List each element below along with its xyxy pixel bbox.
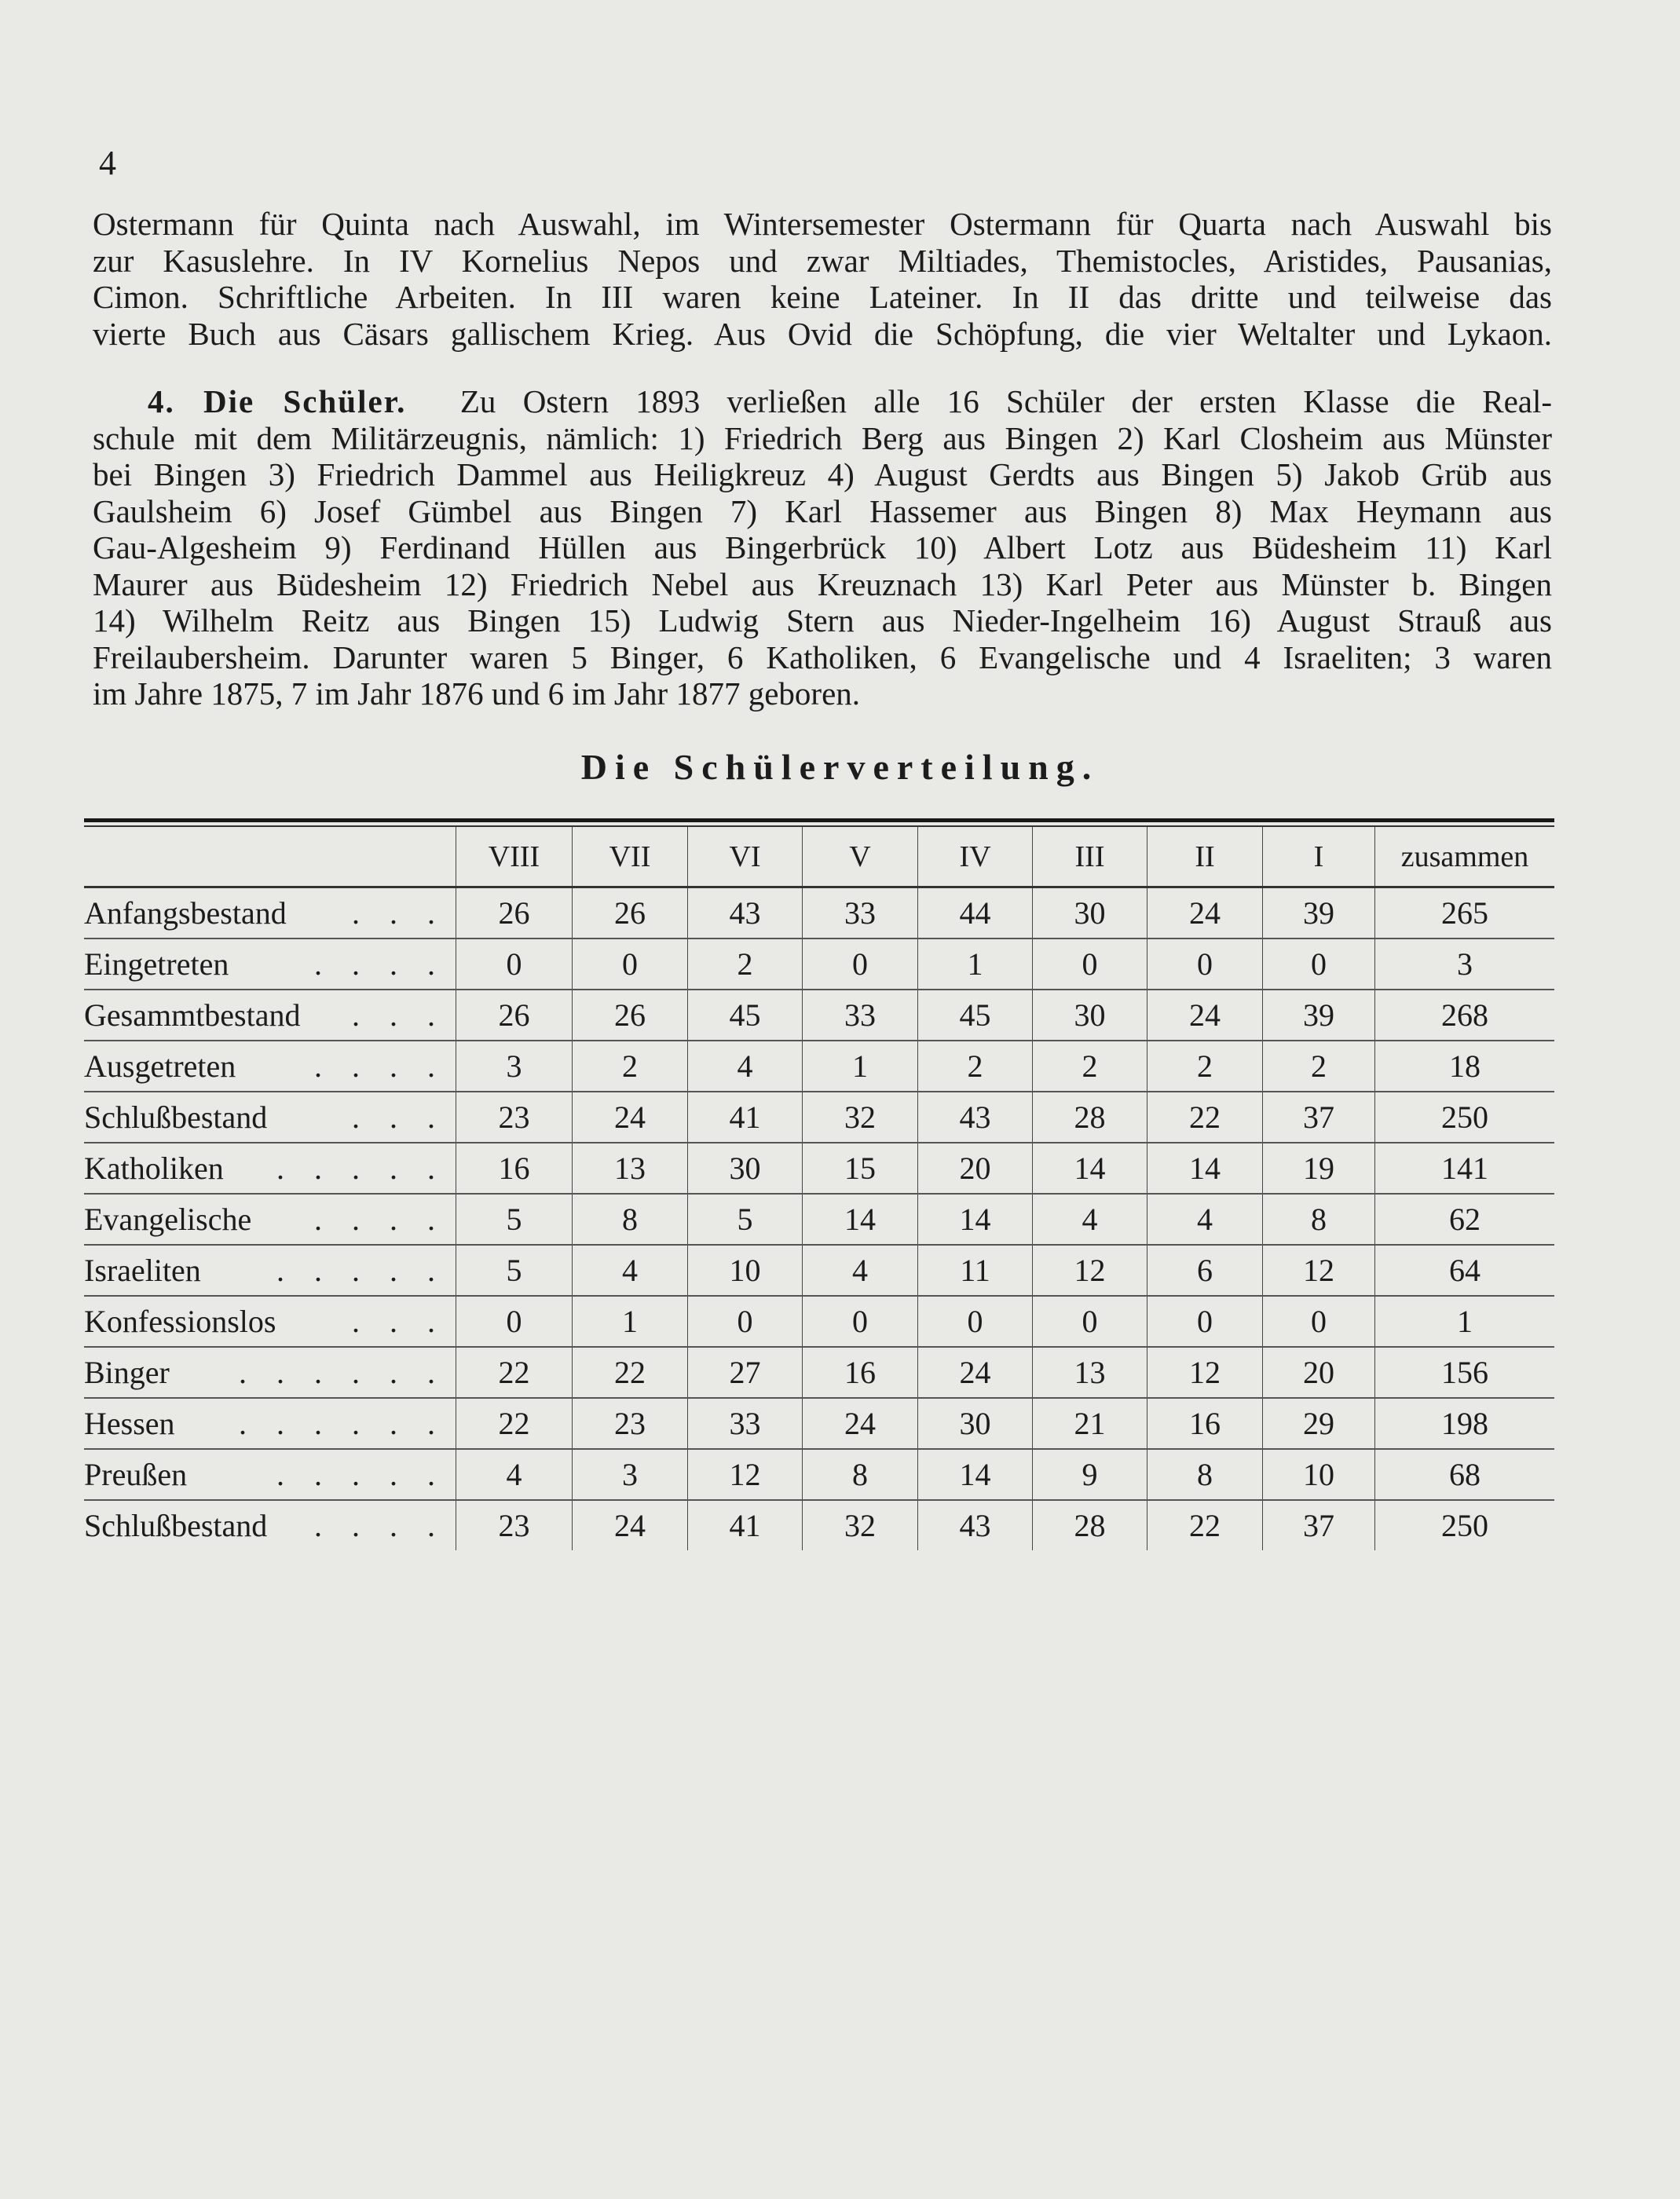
table-row bbox=[84, 888, 1554, 939]
table-top-rule bbox=[84, 818, 1554, 822]
table-cell: 4 bbox=[456, 1450, 572, 1499]
row-label-cell bbox=[84, 1399, 456, 1448]
text-line: schule mit dem Militärzeugnis, nämlich: 1) Friedrich Berg aus Bingen 2) Karl Closheim aus Münster bbox=[93, 419, 1552, 456]
table-cell: 8 bbox=[802, 1450, 917, 1499]
header-empty bbox=[84, 827, 456, 886]
row-label-cell bbox=[84, 1501, 456, 1550]
table-cell: 2 bbox=[917, 1041, 1032, 1091]
table-cell: 14 bbox=[917, 1450, 1032, 1499]
text-line: Gau-Algesheim 9) Ferdinand Hüllen aus Bingerbrück 10) Albert Lotz aus Büdesheim 11) Karl bbox=[93, 529, 1552, 565]
text-line: Freilaubersheim. Darunter waren 5 Binger, 6 Katholiken, 6 Evangelische und 4 Israeliten; 3 waren bbox=[93, 638, 1552, 675]
table-cell: 23 bbox=[456, 1092, 572, 1142]
table-cell: 265 bbox=[1374, 888, 1554, 938]
table-cell: 250 bbox=[1374, 1501, 1554, 1550]
table-cell: 2 bbox=[1147, 1041, 1262, 1091]
table-cell: 0 bbox=[1147, 939, 1262, 989]
table-cell: 4 bbox=[687, 1041, 802, 1091]
table-cell: 250 bbox=[1374, 1092, 1554, 1142]
row-label: Binger bbox=[84, 1355, 170, 1390]
text-line: im Jahre 1875, 7 im Jahr 1876 und 6 im Jahr 1877 geboren. bbox=[93, 675, 861, 712]
row-label: Evangelische bbox=[84, 1202, 252, 1237]
table-cell: 45 bbox=[687, 990, 802, 1040]
table-cell: 13 bbox=[1032, 1348, 1147, 1397]
paragraph-students bbox=[93, 383, 1552, 712]
row-label: Schlußbestand bbox=[84, 1100, 268, 1135]
table-cell: 32 bbox=[802, 1092, 917, 1142]
leader-dots: . . . . . bbox=[276, 1457, 446, 1492]
table-cell: 39 bbox=[1262, 888, 1374, 938]
leader-dots: . . . . . . bbox=[239, 1406, 446, 1441]
table-title: Die Schülerverteilung. bbox=[580, 747, 1100, 787]
text-line: 14) Wilhelm Reitz aus Bingen 15) Ludwig Stern aus Nieder-Ingelheim 16) August Strauß aus bbox=[93, 602, 1552, 638]
table-row bbox=[84, 1092, 1554, 1143]
leader-dots: . . . bbox=[352, 1304, 446, 1339]
table-cell: 64 bbox=[1374, 1246, 1554, 1295]
table-cell: 3 bbox=[572, 1450, 687, 1499]
row-label-cell bbox=[84, 1297, 456, 1346]
table-cell: 30 bbox=[687, 1143, 802, 1193]
leader-dots: . . . . bbox=[314, 1508, 446, 1543]
table-cell: 14 bbox=[1147, 1143, 1262, 1193]
row-label-cell bbox=[84, 888, 456, 938]
table-cell: 12 bbox=[1262, 1246, 1374, 1295]
table-row bbox=[84, 1348, 1554, 1399]
row-label: Eingetreten bbox=[84, 946, 229, 982]
table-row bbox=[84, 1501, 1554, 1550]
table-cell: 0 bbox=[1147, 1297, 1262, 1346]
table-cell: 28 bbox=[1032, 1501, 1147, 1550]
leader-dots: . . . . bbox=[314, 946, 446, 982]
table-cell: 20 bbox=[917, 1143, 1032, 1193]
table-cell: 26 bbox=[456, 990, 572, 1040]
table-cell: 0 bbox=[1032, 939, 1147, 989]
text-line: Ostermann für Quinta nach Auswahl, im Wintersemester Ostermann für Quarta nach Auswahl bis bbox=[93, 206, 1552, 242]
table-cell: 4 bbox=[802, 1246, 917, 1295]
table-cell: 0 bbox=[917, 1297, 1032, 1346]
column-header: II bbox=[1147, 827, 1262, 886]
table-cell: 1 bbox=[572, 1297, 687, 1346]
table-cell: 198 bbox=[1374, 1399, 1554, 1448]
table-cell: 8 bbox=[1147, 1450, 1262, 1499]
page-number: 4 bbox=[99, 144, 116, 182]
row-label-cell bbox=[84, 1195, 456, 1244]
text-line-content: Zu Ostern 1893 verließen alle 16 Schüler der ersten Klasse die Real- bbox=[459, 383, 1553, 419]
table-cell: 16 bbox=[456, 1143, 572, 1193]
table-cell: 37 bbox=[1262, 1092, 1374, 1142]
table-cell: 10 bbox=[1262, 1450, 1374, 1499]
table-cell: 32 bbox=[802, 1501, 917, 1550]
row-label-cell bbox=[84, 1143, 456, 1193]
table-cell: 28 bbox=[1032, 1092, 1147, 1142]
leader-dots: . . . bbox=[352, 997, 446, 1033]
text-line: vierte Buch aus Cäsars gallischem Krieg. Aus Ovid die Schöpfung, die vier Weltalter und Lykaon. bbox=[93, 315, 1552, 352]
student-distribution-table bbox=[84, 818, 1554, 1550]
row-label-cell bbox=[84, 1246, 456, 1295]
table-cell: 22 bbox=[456, 1348, 572, 1397]
column-header: I bbox=[1262, 827, 1374, 886]
table-row bbox=[84, 1143, 1554, 1195]
table-cell: 68 bbox=[1374, 1450, 1554, 1499]
table-cell: 13 bbox=[572, 1143, 687, 1193]
table-header-row bbox=[84, 827, 1554, 888]
table-cell: 26 bbox=[572, 888, 687, 938]
table-cell: 62 bbox=[1374, 1195, 1554, 1244]
table-cell: 14 bbox=[1032, 1143, 1147, 1193]
table-cell: 43 bbox=[687, 888, 802, 938]
table-cell: 22 bbox=[1147, 1501, 1262, 1550]
table-cell: 43 bbox=[917, 1501, 1032, 1550]
leader-dots: . . . . . bbox=[276, 1253, 446, 1288]
table-cell: 11 bbox=[917, 1246, 1032, 1295]
table-cell: 24 bbox=[917, 1348, 1032, 1397]
table-cell: 33 bbox=[687, 1399, 802, 1448]
table-cell: 2 bbox=[687, 939, 802, 989]
table-cell: 4 bbox=[1032, 1195, 1147, 1244]
table-cell: 14 bbox=[917, 1195, 1032, 1244]
paragraph-latin-instruction bbox=[93, 206, 1552, 352]
table-cell: 15 bbox=[802, 1143, 917, 1193]
table-cell: 2 bbox=[572, 1041, 687, 1091]
table-cell: 24 bbox=[572, 1501, 687, 1550]
table-cell: 39 bbox=[1262, 990, 1374, 1040]
row-label-cell bbox=[84, 990, 456, 1040]
table-cell: 16 bbox=[802, 1348, 917, 1397]
row-label: Schlußbestand bbox=[84, 1508, 268, 1543]
table-cell: 30 bbox=[1032, 990, 1147, 1040]
table-cell: 156 bbox=[1374, 1348, 1554, 1397]
table-cell: 5 bbox=[687, 1195, 802, 1244]
text-line: Cimon. Schriftliche Arbeiten. In III waren keine Lateiner. In II das dritte und teilweise das bbox=[93, 279, 1552, 315]
table-cell: 41 bbox=[687, 1501, 802, 1550]
table-cell: 24 bbox=[1147, 888, 1262, 938]
row-label-cell bbox=[84, 1450, 456, 1499]
table-cell: 0 bbox=[1262, 939, 1374, 989]
table-cell: 0 bbox=[1262, 1297, 1374, 1346]
table-cell: 27 bbox=[687, 1348, 802, 1397]
table-cell: 29 bbox=[1262, 1399, 1374, 1448]
table-cell: 43 bbox=[917, 1092, 1032, 1142]
table-cell: 12 bbox=[687, 1450, 802, 1499]
table-cell: 14 bbox=[802, 1195, 917, 1244]
table-cell: 22 bbox=[572, 1348, 687, 1397]
table-row bbox=[84, 939, 1554, 990]
table-cell: 12 bbox=[1147, 1348, 1262, 1397]
leader-dots: . . . . . . bbox=[239, 1355, 446, 1390]
table-cell: 0 bbox=[456, 1297, 572, 1346]
table-cell: 24 bbox=[802, 1399, 917, 1448]
table-cell: 23 bbox=[572, 1399, 687, 1448]
row-label-cell bbox=[84, 1092, 456, 1142]
table-cell: 8 bbox=[572, 1195, 687, 1244]
table-cell: 0 bbox=[456, 939, 572, 989]
table-cell: 22 bbox=[456, 1399, 572, 1448]
section-heading: 4. Die Schüler. bbox=[148, 383, 407, 419]
table-cell: 24 bbox=[572, 1092, 687, 1142]
table-cell: 4 bbox=[572, 1246, 687, 1295]
column-header: VIII bbox=[456, 827, 572, 886]
table-cell: 0 bbox=[687, 1297, 802, 1346]
table-cell: 23 bbox=[456, 1501, 572, 1550]
table-row bbox=[84, 1399, 1554, 1450]
table-cell: 41 bbox=[687, 1092, 802, 1142]
table-cell: 33 bbox=[802, 990, 917, 1040]
table-cell: 26 bbox=[572, 990, 687, 1040]
leader-dots: . . . . bbox=[314, 1048, 446, 1084]
table-cell: 22 bbox=[1147, 1092, 1262, 1142]
table-cell: 30 bbox=[917, 1399, 1032, 1448]
table-row bbox=[84, 1450, 1554, 1501]
table-cell: 0 bbox=[572, 939, 687, 989]
column-header: VII bbox=[572, 827, 687, 886]
table-row bbox=[84, 1246, 1554, 1297]
table-cell: 20 bbox=[1262, 1348, 1374, 1397]
table-cell: 6 bbox=[1147, 1246, 1262, 1295]
text-line: Gaulsheim 6) Josef Gümbel aus Bingen 7) Karl Hassemer aus Bingen 8) Max Heymann aus bbox=[93, 492, 1552, 529]
table-cell: 45 bbox=[917, 990, 1032, 1040]
column-header: III bbox=[1032, 827, 1147, 886]
table-cell: 9 bbox=[1032, 1450, 1147, 1499]
row-label-cell bbox=[84, 1348, 456, 1397]
row-label: Gesammtbestand bbox=[84, 997, 301, 1033]
table-cell: 24 bbox=[1147, 990, 1262, 1040]
table-row bbox=[84, 1041, 1554, 1092]
table-row bbox=[84, 990, 1554, 1041]
table-cell: 3 bbox=[1374, 939, 1554, 989]
text-line: zur Kasuslehre. In IV Kornelius Nepos und zwar Miltiades, Themistocles, Aristides, Pausanias, bbox=[93, 242, 1552, 279]
table-cell: 5 bbox=[456, 1246, 572, 1295]
leader-dots: . . . . . bbox=[276, 1151, 446, 1186]
table-cell: 1 bbox=[917, 939, 1032, 989]
table-cell: 19 bbox=[1262, 1143, 1374, 1193]
table-cell: 3 bbox=[456, 1041, 572, 1091]
row-label-cell bbox=[84, 1041, 456, 1091]
table-cell: 0 bbox=[802, 1297, 917, 1346]
table-cell: 21 bbox=[1032, 1399, 1147, 1448]
text-line: Maurer aus Büdesheim 12) Friedrich Nebel aus Kreuznach 13) Karl Peter aus Münster b. Bingen bbox=[93, 565, 1552, 602]
row-label: Ausgetreten bbox=[84, 1048, 236, 1084]
leader-dots: . . . bbox=[352, 895, 446, 931]
table-cell: 33 bbox=[802, 888, 917, 938]
row-label-cell bbox=[84, 939, 456, 989]
table-cell: 37 bbox=[1262, 1501, 1374, 1550]
row-label: Hessen bbox=[84, 1406, 175, 1441]
table-cell: 141 bbox=[1374, 1143, 1554, 1193]
row-label: Konfessionslos bbox=[84, 1304, 276, 1339]
table-cell: 268 bbox=[1374, 990, 1554, 1040]
table-cell: 1 bbox=[1374, 1297, 1554, 1346]
table-cell: 30 bbox=[1032, 888, 1147, 938]
table-row bbox=[84, 1195, 1554, 1246]
column-header: IV bbox=[917, 827, 1032, 886]
row-label: Preußen bbox=[84, 1457, 188, 1492]
leader-dots: . . . bbox=[352, 1100, 446, 1135]
row-label: Anfangsbestand bbox=[84, 895, 287, 931]
table-cell: 12 bbox=[1032, 1246, 1147, 1295]
table-cell: 26 bbox=[456, 888, 572, 938]
table-cell: 0 bbox=[1032, 1297, 1147, 1346]
leader-dots: . . . . bbox=[314, 1202, 446, 1237]
column-header: V bbox=[802, 827, 917, 886]
table-cell: 2 bbox=[1032, 1041, 1147, 1091]
table-cell: 18 bbox=[1374, 1041, 1554, 1091]
column-header: zusammen bbox=[1374, 827, 1554, 886]
table-cell: 44 bbox=[917, 888, 1032, 938]
table-cell: 10 bbox=[687, 1246, 802, 1295]
row-label: Katholiken bbox=[84, 1151, 224, 1186]
text-line bbox=[93, 383, 1552, 420]
table-cell: 1 bbox=[802, 1041, 917, 1091]
table-cell: 0 bbox=[802, 939, 917, 989]
table-cell: 16 bbox=[1147, 1399, 1262, 1448]
column-header: VI bbox=[687, 827, 802, 886]
table-cell: 4 bbox=[1147, 1195, 1262, 1244]
table-cell: 8 bbox=[1262, 1195, 1374, 1244]
table-row bbox=[84, 1297, 1554, 1348]
row-label: Israeliten bbox=[84, 1253, 201, 1288]
table-cell: 5 bbox=[456, 1195, 572, 1244]
text-line: bei Bingen 3) Friedrich Dammel aus Heiligkreuz 4) August Gerdts aus Bingen 5) Jakob Grüb aus bbox=[93, 456, 1552, 492]
table-cell: 2 bbox=[1262, 1041, 1374, 1091]
